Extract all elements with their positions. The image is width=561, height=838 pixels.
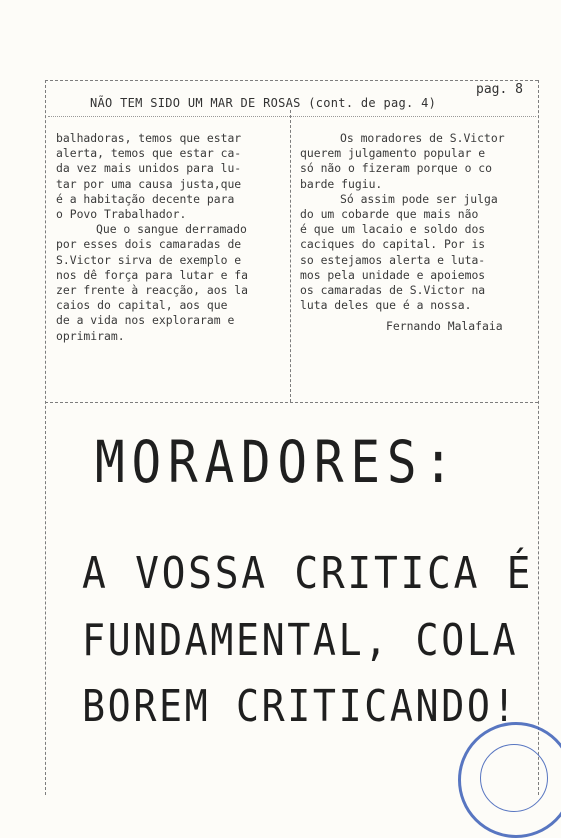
text-line: é que um lacaio e soldo dos xyxy=(300,222,486,237)
text-line: os camaradas de S.Victor na xyxy=(300,283,486,298)
text-line: querem julgamento popular e xyxy=(300,146,486,161)
text-line: so estejamos alerta e luta- xyxy=(300,252,486,267)
text-line: Os moradores de S.Victor xyxy=(340,131,505,145)
text-line: tar por uma causa justa,que xyxy=(56,176,242,191)
stamp-inner-ring xyxy=(480,744,548,812)
top-border xyxy=(45,80,538,81)
handwritten-line: BOREM CRITICANDO! xyxy=(82,681,519,732)
text-line: é a habitação decente para xyxy=(56,191,235,206)
signature: Fernando Malafaia xyxy=(386,319,503,334)
text-line: Só assim pode ser julga xyxy=(340,191,498,206)
handwritten-line: A VOSSA CRITICA É xyxy=(82,548,534,599)
text-line: caios do capital, aos que xyxy=(56,298,228,313)
text-line: S.Victor sirva de exemplo e xyxy=(56,252,242,267)
right-border xyxy=(538,80,539,795)
text-line: de a vida nos exploraram e xyxy=(56,313,235,328)
header-rule xyxy=(48,116,536,117)
handwritten-line: FUNDAMENTAL, COLA xyxy=(82,615,519,666)
text-line: o Povo Trabalhador. xyxy=(56,207,187,222)
text-line: por esses dois camaradas de xyxy=(56,237,242,252)
text-line: luta deles que é a nossa. xyxy=(300,298,472,313)
page-number: pag. 8 xyxy=(476,82,523,97)
text-line: barde fugiu. xyxy=(300,176,383,191)
text-line: balhadoras, temos que estar xyxy=(56,131,242,145)
right-column xyxy=(300,131,532,335)
article-header: NÃO TEM SIDO UM MAR DE ROSAS (cont. de pag. 4) xyxy=(90,96,437,110)
text-line: oprimiram. xyxy=(56,328,125,343)
archive-stamp xyxy=(458,722,561,838)
column-divider xyxy=(290,110,291,402)
text-line: Que o sangue derramado xyxy=(96,222,247,237)
section-divider xyxy=(45,402,538,403)
text-line: alerta, temos que estar ca- xyxy=(56,146,242,161)
text-line: caciques do capital. Por is xyxy=(300,237,486,252)
text-line: só não o fizeram porque o co xyxy=(300,161,493,176)
left-column xyxy=(56,131,288,344)
text-line: nos dê força para lutar e fa xyxy=(56,267,249,282)
text-line: do um cobarde que mais não xyxy=(300,207,479,222)
text-line: mos pela unidade e apoiemos xyxy=(300,267,486,282)
text-line: zer frente à reacção, aos la xyxy=(56,283,249,298)
left-border xyxy=(45,80,46,795)
text-line: da vez mais unidos para lu- xyxy=(56,161,242,176)
handwritten-headline: MORADORES: xyxy=(95,428,460,496)
